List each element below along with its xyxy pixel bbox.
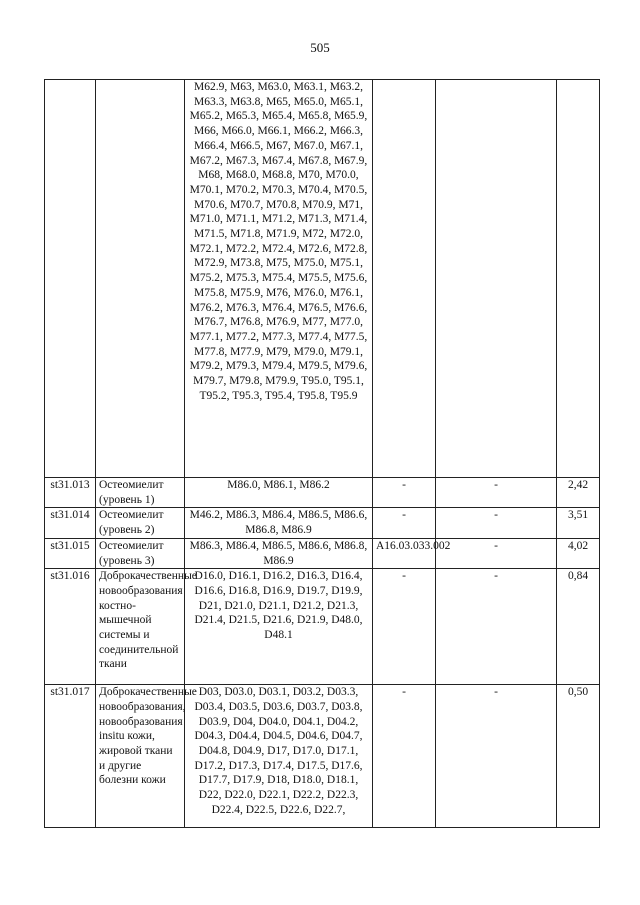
ksg-name: Остеомиелит (уровень 3) bbox=[96, 538, 185, 568]
ksg-code: st31.015 bbox=[45, 538, 96, 568]
operation-code: - bbox=[373, 508, 436, 538]
cost-coefficient: 2,42 bbox=[557, 478, 600, 508]
ksg-name: Остеомиелит (уровень 1) bbox=[96, 478, 185, 508]
extra-criterion: - bbox=[436, 685, 557, 828]
ksg-code: st31.014 bbox=[45, 508, 96, 538]
diagnosis-codes: M62.9, M63, M63.0, M63.1, M63.2, M63.3, M63.8, M65, M65.0, M65.1, M65.2, M65.3, M65.4, M65.8, M65.9, M66, M66.0, M66.1, M66.2, M66.3, M66.4, M66.5, M67, M67.0, M67.1, M67.2, M67.3, M67.4, M67.8, M67.9, M68, M68.0, M68.8, M70, M70.0, M70.1, M70.2, M70.3, M70.4, M70.5, M70.6, M70.7, M70.8, M70.9, M71, M71.0, M71.1, M71.2, M71.3, M71.4, M71.5, M71.8, M71.9, M72, M72.0, M72.1, M72.2, M72.4, M72.6, M72.8, M72.9, M73.8, M75, M75.0, M75.1, M75.2, M75.3, M75.4, M75.5, M75.6, M75.8, M75.9, M76, M76.0, M76.1, M76.2, M76.3, M76.4, M76.5, M76.6, M76.7, M76.8, M76.9, M77, M77.0, M77.1, M77.2, M77.3, M77.4, M77.5, M77.8, M77.9, M79, M79.0, M79.1, M79.2, M79.3, M79.4, M79.5, M79.6, M79.7, M79.8, M79.9, T95.0, T95.1, T95.2, T95.3, T95.4, T95.8, T95.9 bbox=[185, 80, 373, 478]
cost-coefficient: 3,51 bbox=[557, 508, 600, 538]
table-row bbox=[45, 80, 600, 478]
ksg-name: Остеомиелит (уровень 2) bbox=[96, 508, 185, 538]
cost-coefficient: 0,84 bbox=[557, 569, 600, 685]
extra-criterion: - bbox=[436, 569, 557, 685]
operation-code: - bbox=[373, 478, 436, 508]
table-row bbox=[45, 478, 600, 508]
diagnosis-codes: D16.0, D16.1, D16.2, D16.3, D16.4, D16.6, D16.8, D16.9, D19.7, D19.9, D21, D21.0, D21.1, D21.2, D21.3, D21.4, D21.5, D21.6, D21.9, D48.0, D48.1 bbox=[185, 569, 373, 685]
ksg-code: st31.013 bbox=[45, 478, 96, 508]
page-number: 505 bbox=[310, 40, 330, 55]
ksg-name bbox=[96, 80, 185, 478]
diagnosis-codes: D03, D03.0, D03.1, D03.2, D03.3, D03.4, D03.5, D03.6, D03.7, D03.8, D03.9, D04, D04.0, D04.1, D04.2, D04.3, D04.4, D04.5, D04.6, D04.7, D04.8, D04.9, D17, D17.0, D17.1, D17.2, D17.3, D17.4, D17.5, D17.6, D17.7, D17.9, D18, D18.0, D18.1, D22, D22.0, D22.1, D22.2, D22.3, D22.4, D22.5, D22.6, D22.7, bbox=[185, 685, 373, 828]
table-row bbox=[45, 508, 600, 538]
ksg-name: Доброкачественные новообразования костно-мышечной системы и соединительной ткани bbox=[96, 569, 185, 685]
table-row bbox=[45, 685, 600, 828]
cost-coefficient bbox=[557, 80, 600, 478]
ksg-code: st31.016 bbox=[45, 569, 96, 685]
extra-criterion: - bbox=[436, 478, 557, 508]
diagnosis-codes: M86.0, M86.1, M86.2 bbox=[185, 478, 373, 508]
diagnosis-codes: M86.3, M86.4, M86.5, M86.6, M86.8, M86.9 bbox=[185, 538, 373, 568]
operation-code: A16.03.033.002 bbox=[373, 538, 436, 568]
diagnosis-codes: M46.2, M86.3, M86.4, M86.5, M86.6, M86.8, M86.9 bbox=[185, 508, 373, 538]
table-row bbox=[45, 569, 600, 685]
cost-coefficient: 4,02 bbox=[557, 538, 600, 568]
cost-coefficient: 0,50 bbox=[557, 685, 600, 828]
ksg-name: Доброкачественные новообразования, новообразования insitu кожи, жировой ткани и другие болезни кожи bbox=[96, 685, 185, 828]
extra-criterion: - bbox=[436, 508, 557, 538]
operation-code: - bbox=[373, 569, 436, 685]
ksg-code bbox=[45, 80, 96, 478]
operation-code: - bbox=[373, 685, 436, 828]
table-row bbox=[45, 538, 600, 568]
tariff-table bbox=[44, 79, 600, 828]
operation-code bbox=[373, 80, 436, 478]
extra-criterion: - bbox=[436, 538, 557, 568]
ksg-code: st31.017 bbox=[45, 685, 96, 828]
extra-criterion bbox=[436, 80, 557, 478]
